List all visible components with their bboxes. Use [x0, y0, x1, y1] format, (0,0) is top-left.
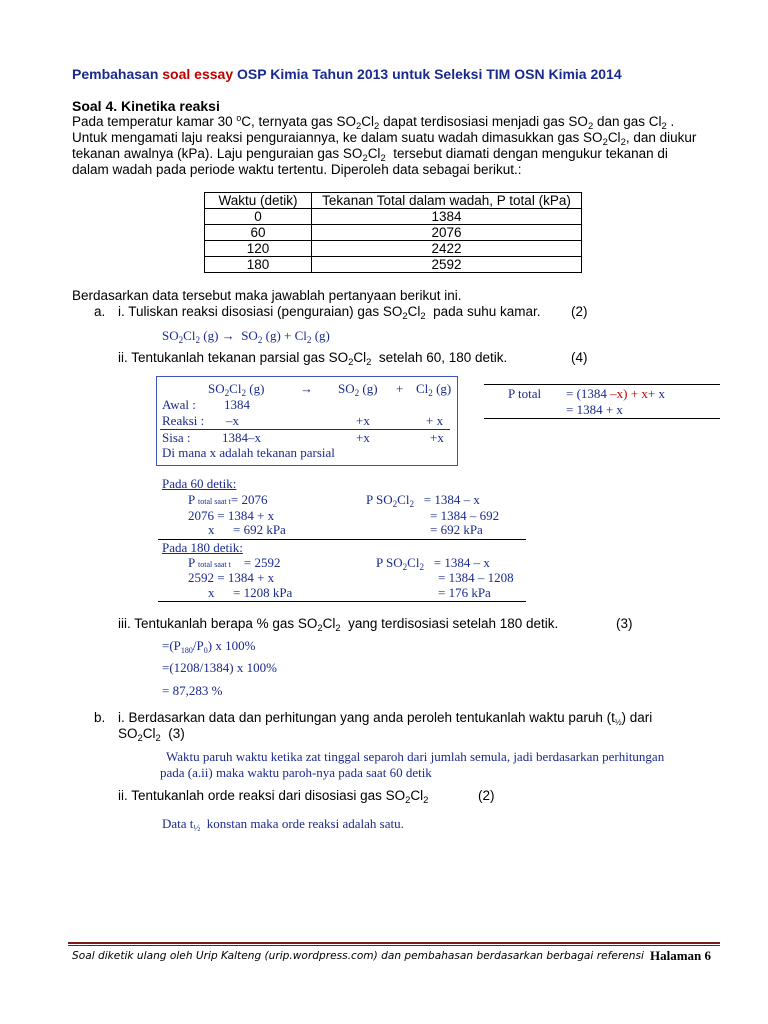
header-part-1: Pembahasan [72, 66, 159, 82]
table-cell: 180 [205, 257, 312, 273]
header-part-2: soal essay [162, 66, 234, 82]
p180-right-3: = 176 kPa [438, 585, 491, 600]
half-life-answer-2: pada (a.ii) maka waktu paroh-nya pada saat 60 detik [160, 765, 432, 780]
p60-right-1: P $SO_2Cl_2$ = 1384 – x [366, 492, 480, 509]
questions-intro: Berdasarkan data tersebut maka jawablah pertanyaan berikut ini. [72, 288, 462, 303]
ice-sisa-x2: +x [430, 430, 444, 445]
half-life-answer-1: Waktu paruh waktu ketika zat tinggal separoh dari jumlah semula, jadi berdasarkan perhitungan [166, 749, 665, 764]
table-cell: 2592 [312, 257, 582, 273]
ice-awal-label: Awal : [162, 397, 196, 412]
ice-reaksi-value: –x [226, 413, 239, 428]
intro-line-4: dalam wadah pada periode waktu tertentu. Diperoleh data sebagai berikut.: [72, 162, 522, 177]
ice-reaksi-label: Reaksi : [162, 413, 205, 428]
intro-line-3: tekanan awalnya (kPa). Laju penguraian gas $SO_2Cl_2$ tersebut diamati dengan mengukur tekanan di [72, 146, 668, 164]
table-header-row [205, 193, 582, 209]
p60-line-3-x: x [208, 522, 215, 537]
table-row [205, 209, 582, 225]
question-a-i: i. Tuliskan reaksi disosiasi (penguraian) gas $SO_2Cl_2$ pada suhu kamar. [118, 304, 541, 322]
ptotal-rule-top [484, 384, 720, 385]
ice-sisa-label: Sisa : [162, 430, 191, 445]
question-a-i-points: (2) [571, 304, 588, 319]
table-header: Waktu (detik) [205, 193, 312, 209]
question-b-label: b. [94, 710, 106, 725]
p180-right-1: P $SO_2Cl_2$ = 1384 – x [376, 555, 490, 572]
soal-title: Soal 4. Kinetika reaksi [72, 98, 220, 114]
pct-line-3: = 87,283 % [162, 683, 223, 698]
table-header: Tekanan Total dalam wadah, P total (kPa) [312, 193, 582, 209]
p180-divider [158, 601, 526, 602]
p180-right-2: = 1384 – 1208 [438, 570, 514, 585]
page-header [72, 66, 622, 82]
question-a-label: a. [94, 304, 106, 319]
table-cell: 60 [205, 225, 312, 241]
ice-divider [160, 429, 450, 430]
ice-arrow: → [300, 381, 313, 396]
p60-right-2: = 1384 – 692 [430, 508, 500, 523]
table-row [205, 241, 582, 257]
p60-line-1: P total saat t= 2076 [188, 492, 268, 507]
ice-product-so2: $SO_2$ (g) [338, 381, 378, 398]
pct-line-2: =(1208/1384) x 100% [162, 660, 277, 675]
question-b-i-line-2: $SO_2Cl_2$ (3) [118, 726, 185, 744]
ice-reaction: $SO_2Cl_2$ (g) [208, 381, 265, 398]
ice-note: Di mana x adalah tekanan parsial [162, 445, 335, 460]
intro-line-2: Untuk mengamati laju reaksi penguraiannya, ke dalam suatu wadah dimasukkan gas $SO_2Cl_2$, dan diukur [72, 130, 697, 148]
question-a-ii-points: (4) [571, 350, 588, 365]
p180-line-2: 2592 = 1384 + x [188, 570, 275, 585]
table-row [205, 257, 582, 273]
ice-sisa-value: 1384–x [222, 430, 261, 445]
footer-rule-2 [68, 945, 720, 946]
ice-sisa-x1: +x [356, 430, 370, 445]
answer-reaction: $SO_2Cl_2$ $(g) \to SO_2$ $(g) + Cl_2$ (g) [162, 328, 330, 345]
question-b-i: i. Berdasarkan data dan perhitungan yang anda peroleh tentukanlah waktu paruh $(t_{\frac{1}{2}})$ dari [118, 710, 653, 727]
ice-awal-value: 1384 [224, 397, 250, 412]
question-a-iii: iii. Tentukanlah berapa % gas $SO_2Cl_2$ yang terdisosiasi setelah 180 detik. [118, 616, 559, 634]
ptotal-eq-1: = (1384 –x) + x+ x [566, 386, 665, 401]
question-b-ii: ii. Tentukanlah orde reaksi dari disosiasi gas $SO_2Cl_2$ [118, 788, 429, 806]
p180-line-3-val: = 1208 kPa [233, 585, 293, 600]
ice-product-cl2: $Cl_2$ (g) [416, 381, 452, 398]
table-cell: 2076 [312, 225, 582, 241]
table-cell: 120 [205, 241, 312, 257]
ptotal-rule-bottom [484, 418, 720, 419]
ice-reaksi-x1: +x [356, 413, 370, 428]
intro-line-1: Pada temperatur kamar 30 $^o$C, ternyata gas $SO_2Cl_2$ dapat terdisosiasi menjadi gas $SO_2$ dan gas $Cl_2$ . [72, 113, 675, 132]
p180-line-1: P total saat t = 2592 [188, 555, 281, 570]
ice-reaksi-x2: + x [426, 413, 444, 428]
table-row [205, 225, 582, 241]
footer-rule-1 [68, 942, 720, 944]
data-table [204, 192, 582, 273]
p60-line-2: 2076 = 1384 + x [188, 508, 275, 523]
order-answer: Data $t_{\frac{1}{2}}$ konstan maka orde reaksi adalah satu. [162, 816, 404, 833]
question-a-iii-points: (3) [616, 616, 633, 631]
p180-title: Pada 180 detik: [162, 540, 243, 555]
p60-title: Pada 60 detik: [162, 476, 237, 491]
ptotal-label: P total [508, 386, 542, 401]
question-b-ii-points: (2) [478, 788, 495, 803]
p180-line-3-x: x [208, 585, 215, 600]
page-number: Halaman 6 [650, 948, 712, 963]
question-a-ii: ii. Tentukanlah tekanan parsial gas $SO_2Cl_2$ setelah 60, 180 detik. [118, 350, 508, 368]
header-part-3: OSP Kimia Tahun 2013 untuk Seleksi TIM OSN Kimia 2014 [237, 66, 622, 82]
table-cell: 2422 [312, 241, 582, 257]
ptotal-eq-2: = 1384 + x [566, 402, 623, 417]
footer-text: Soal diketik ulang oleh Urip Kalteng (urip.wordpress.com) dan pembahasan berdasarkan berbagai referensi [72, 950, 644, 962]
pct-line-1: $=(P_{180}/P_0)$ x 100% [162, 638, 256, 655]
table-cell: 0 [205, 209, 312, 225]
ice-plus: + [396, 381, 404, 396]
table-cell: 1384 [312, 209, 582, 225]
p60-right-3: = 692 kPa [430, 522, 483, 537]
p60-line-3-val: = 692 kPa [233, 522, 286, 537]
